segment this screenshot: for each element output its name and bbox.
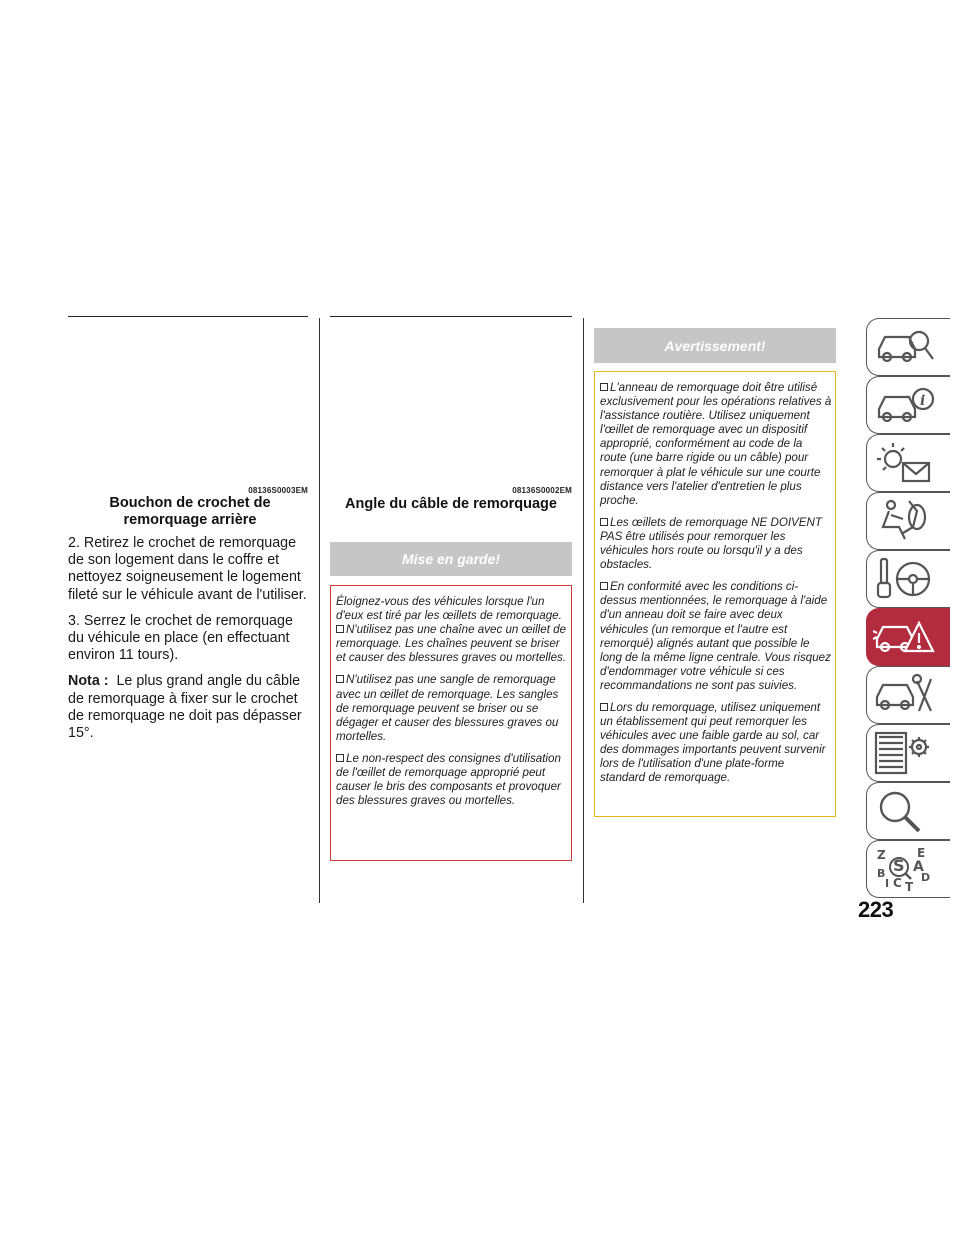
alphabet-letter: B [877,867,886,880]
alphabet-letter: C [893,876,902,890]
tab-multimedia[interactable] [866,782,950,840]
tab-maintenance[interactable] [866,666,950,724]
alphabet-letter: S [893,856,905,875]
page-number: 223 [858,897,894,922]
caution-intro: Éloignez-vous des véhicules lorsque l'un d'eux est tiré par les œillets de remorquage. [336,595,562,623]
checkbox-bullet-icon [336,625,344,633]
left-body-text [68,535,310,751]
warning-lights-mail-icon [873,439,939,489]
key-steering-wheel-icon [873,555,939,605]
warning-item-text: Les œillets de remorquage NE DOIVENT PAS être utilisés pour remorquer les véhicules hors route ou lorsqu'il y a des obstacles. [600,515,822,572]
caution-item-text: N'utilisez pas une chaîne avec un œillet de remorquage. Les chaînes peuvent se briser et causer des blessures graves ou mortelles. [336,623,567,665]
alphabet-index-icon [873,845,939,895]
caution-item-text: N'utilisez pas une sangle de remorquage avec un œillet de remorquage. Les sangles de remorquage peuvent se briser ou se dégager et causer des blessures graves ou mortelles. [336,673,559,743]
checkbox-bullet-icon [600,582,608,590]
paragraph-step-3: 3. Serrez le crochet de remorquage du véhicule en place (en effectuant environ 11 tours). [68,612,293,664]
spec-list-gear-icon [873,729,939,779]
alphabet-letter: A [913,859,924,875]
warning-title-bar: Avertissement! [594,328,836,363]
car-warning-triangle-icon [873,613,939,663]
section-heading: Bouchon de crochet de remorquage arrière [109,495,271,528]
checkbox-bullet-icon [600,383,608,391]
checkbox-bullet-icon [600,703,608,711]
checkbox-bullet-icon [600,518,608,526]
section-code: 08136S0003EM [248,486,308,495]
caution-box [330,585,572,861]
alphabet-letter: D [921,871,931,884]
section-code: 08136S0002EM [512,486,572,495]
tab-in-emergency[interactable] [866,608,950,666]
caution-item [336,623,568,665]
column-divider-right [583,318,584,903]
car-wrench-icon [873,671,939,721]
warning-item [600,381,832,508]
note-label: Nota : [68,673,109,690]
seated-person-airbag-icon [873,497,939,547]
note-paragraph [68,673,310,742]
alphabet-letter: E [917,846,926,860]
alphabet-letter: T [905,880,914,894]
magnifier-icon [873,787,939,837]
warning-item-text: L'anneau de remorquage doit être utilisé exclusivement pour les opérations relatives à l'assistance routière. Utilisez uniquement l'œillet de remorquage avec un dispositif approprié, conformément au code de la route (une barre rigide ou un câble) pour remorquer à plat le véhicule sur une courte distance vers l'atelier d'entretien le plus proche. [600,381,832,507]
column-divider-left [319,318,320,903]
checkbox-bullet-icon [336,675,344,683]
left-column-top-rule [68,316,308,317]
tab-warning-lights[interactable] [866,434,950,492]
alphabet-letter: I [885,877,890,890]
tab-getting-to-know[interactable] [866,318,950,376]
caution-item [336,752,568,808]
caution-item-text: Le non-respect des consignes d'utilisation de l'œillet de remorquage approprié peut causer le bris des composants et provoquer des blessures graves ou mortelles. [336,751,561,808]
section-heading: Angle du câble de remorquage [345,496,557,512]
middle-column-top-rule [330,316,572,317]
tab-index[interactable] [866,840,950,898]
warning-item [600,701,832,786]
warning-box [594,371,836,817]
tab-technical-specifications[interactable] [866,724,950,782]
caution-title-bar: Mise en garde! [330,542,572,576]
checkbox-bullet-icon [336,754,344,762]
car-info-icon [873,381,939,431]
paragraph-step-2: 2. Retirez le crochet de remorquage de son logement dans le coffre et nettoyez soigneusement le logement fileté sur le véhicule avant de l'utiliser. [68,535,307,603]
tab-starting-driving[interactable] [866,550,950,608]
warning-item [600,580,832,693]
tab-safety[interactable] [866,492,950,550]
note-text: Le plus grand angle du câble de remorquage à fixer sur le crochet de remorquage ne doit pas dépasser 15°. [68,673,302,742]
warning-item-text: En conformité avec les conditions ci-dessus mentionnées, le remorquage à l'aide d'un anneau doit se faire avec deux véhicules (un remorque et l'autre est remorqué) alignés autant que possible le long de la même ligne centrale. Vous risquez d'endommager votre véhicule si ces recommandations ne sont pas suivies. [600,580,831,692]
alphabet-letter: Z [877,848,886,862]
caution-item [336,673,568,743]
tab-dashboard[interactable] [866,376,950,434]
warning-item-text: Lors du remorquage, utilisez uniquement un établissement qui peut remorquer les véhicules avec une faible garde au sol, car des dommages importants peuvent survenir lors de l'utilisation d'une plate-forme standard de remorquage. [600,700,826,785]
warning-item [600,516,832,572]
svg-text:i: i [920,393,926,409]
car-magnifier-icon [873,323,939,373]
